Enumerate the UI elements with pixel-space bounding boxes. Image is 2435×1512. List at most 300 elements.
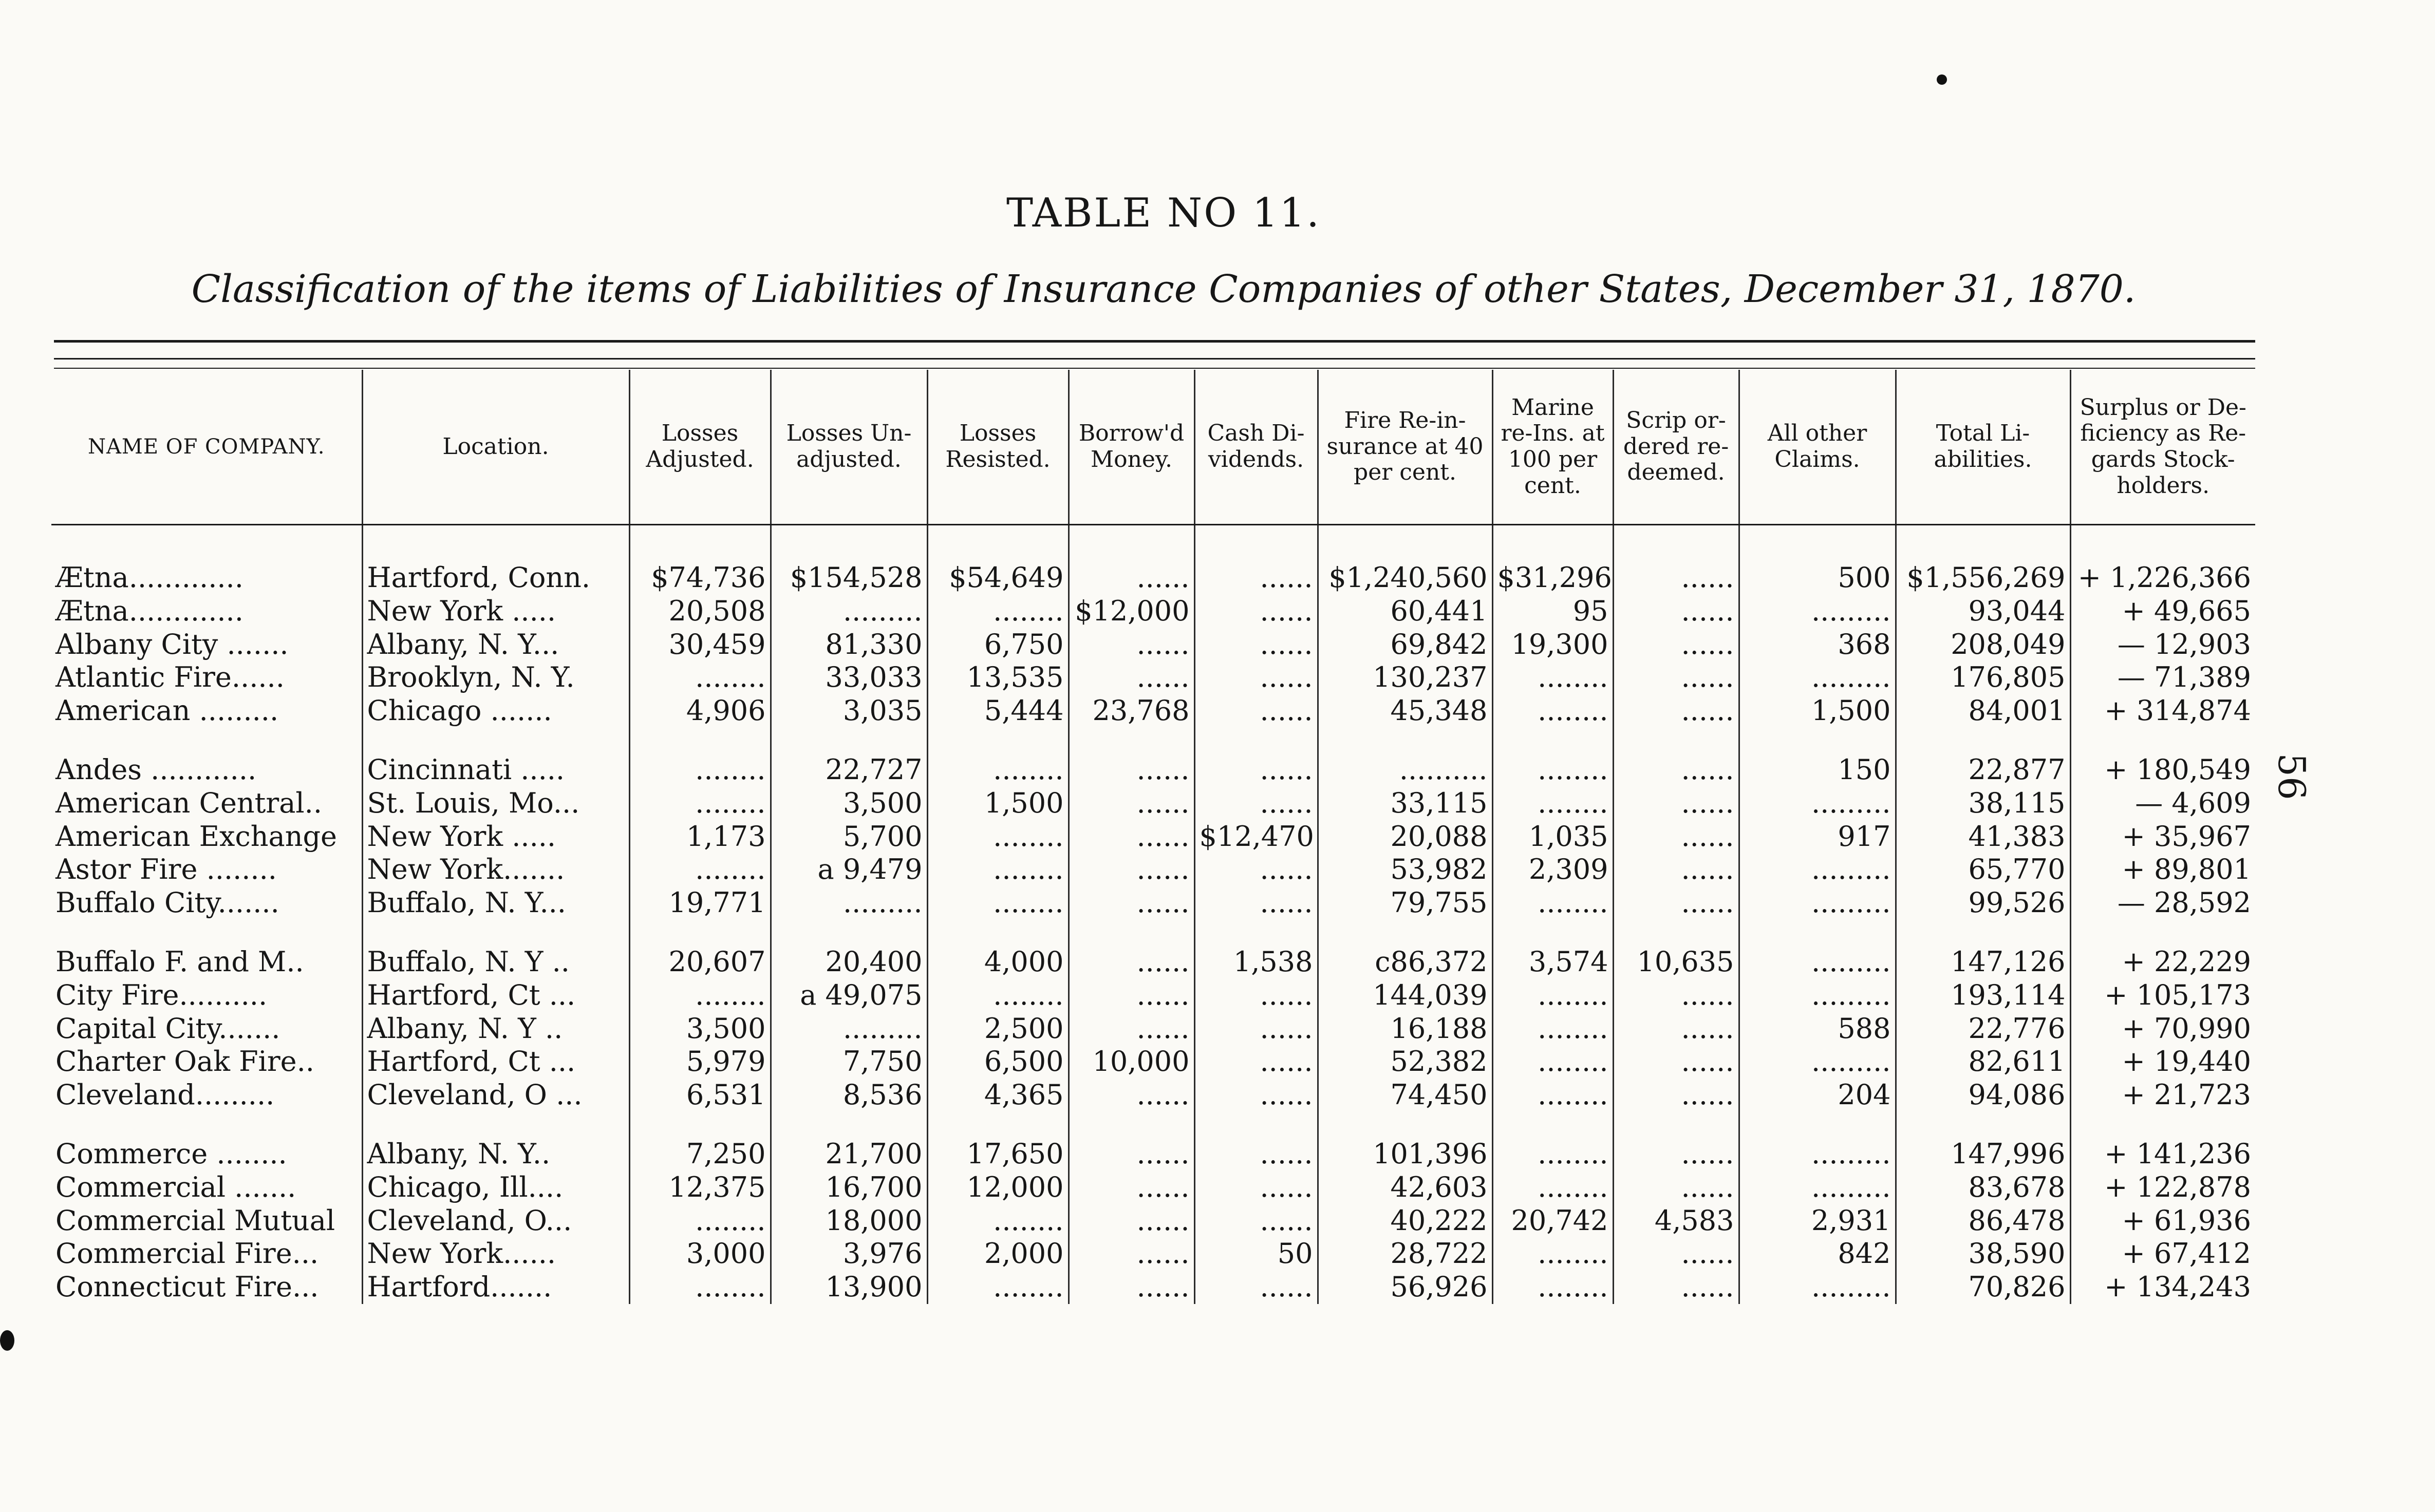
table-cell-resisted: 4,365 — [927, 1079, 1069, 1112]
table-cell-surplus: + 67,412 — [2070, 1237, 2255, 1271]
table-cell-other-claims: 150 — [1739, 728, 1896, 787]
table-cell-name: American Exchange — [55, 820, 338, 853]
table-cell-total: 41,383 — [1896, 820, 2070, 854]
table-row — [51, 525, 2255, 595]
table-cell-scrip: ...... — [1613, 1079, 1739, 1112]
table-cell-other-claims: ......... — [1739, 886, 1896, 920]
table-cell-total: 38,115 — [1896, 787, 2070, 820]
column-header-cash-dividends: Cash Di-vidends. — [1194, 370, 1318, 525]
table-cell-adjusted: $74,736 — [629, 525, 771, 595]
column-header-losses-resisted: Losses Resisted. — [927, 370, 1069, 525]
table-cell-fire-reins: c86,372 — [1318, 920, 1492, 979]
table-cell-adjusted: ........ — [629, 728, 771, 787]
table-cell-borrowed: 23,768 — [1069, 694, 1194, 728]
column-header-fire-reinsurance: Fire Re-in-surance at 40 per cent. — [1318, 370, 1492, 525]
table-cell-name: Commercial Fire... — [55, 1237, 319, 1270]
table-cell-location: Albany, N. Y... — [362, 628, 629, 662]
table-cell-other-claims: 500 — [1739, 525, 1896, 595]
table-cell-borrowed: ...... — [1069, 1079, 1194, 1112]
table-cell-marine-reins: 95 — [1492, 595, 1613, 628]
header-rule — [54, 358, 2255, 360]
table-cell-total: 94,086 — [1896, 1079, 2070, 1112]
table-cell-total: 65,770 — [1896, 853, 2070, 886]
table-cell-location: Cincinnati ..... — [362, 728, 629, 787]
table-cell-scrip: ...... — [1613, 1012, 1739, 1046]
table-cell-name: American Central.. — [55, 786, 322, 819]
table-cell-adjusted: ........ — [629, 979, 771, 1012]
table-cell-scrip: ...... — [1613, 979, 1739, 1012]
table-cell-adjusted: 3,000 — [629, 1237, 771, 1271]
table-cell-location: New York...... — [362, 1237, 629, 1271]
table-cell-scrip: ...... — [1613, 525, 1739, 595]
table-cell-adjusted: 5,979 — [629, 1045, 771, 1079]
column-header-name: NAME OF COMPANY. — [51, 370, 362, 525]
table-cell-marine-reins: 20,742 — [1492, 1204, 1613, 1238]
table-cell-dividends: ...... — [1194, 661, 1318, 694]
table-cell-fire-reins: 69,842 — [1318, 628, 1492, 662]
table-cell-unadjusted: 18,000 — [771, 1204, 927, 1238]
table-cell-scrip: ...... — [1613, 1237, 1739, 1271]
table-cell-borrowed: ...... — [1069, 661, 1194, 694]
table-cell-surplus: + 1,226,366 — [2070, 525, 2255, 595]
table-cell-location: New York ..... — [362, 595, 629, 628]
table-cell-borrowed: ...... — [1069, 787, 1194, 820]
table-cell-adjusted: 3,500 — [629, 1012, 771, 1046]
table-cell-other-claims: ......... — [1739, 787, 1896, 820]
table-row — [51, 886, 2255, 920]
table-cell-adjusted: 1,173 — [629, 820, 771, 854]
table-cell-borrowed: ...... — [1069, 525, 1194, 595]
table-cell-resisted: 6,500 — [927, 1045, 1069, 1079]
table-cell-marine-reins: 19,300 — [1492, 628, 1613, 662]
table-cell-fire-reins: 52,382 — [1318, 1045, 1492, 1079]
table-cell-dividends: ...... — [1194, 1079, 1318, 1112]
table-cell-marine-reins: ........ — [1492, 694, 1613, 728]
table-cell-surplus: — 71,389 — [2070, 661, 2255, 694]
table-cell-scrip: ...... — [1613, 853, 1739, 886]
table-cell-marine-reins: 1,035 — [1492, 820, 1613, 854]
table-cell-marine-reins: ........ — [1492, 886, 1613, 920]
table-cell-borrowed: $12,000 — [1069, 595, 1194, 628]
table-cell-name: American ......... — [55, 694, 279, 727]
table-cell-unadjusted: 3,500 — [771, 787, 927, 820]
table-cell-location: Chicago, Ill.... — [362, 1171, 629, 1204]
table-cell-adjusted: 4,906 — [629, 694, 771, 728]
table-cell-marine-reins: ........ — [1492, 1012, 1613, 1046]
table-cell-dividends: ...... — [1194, 1112, 1318, 1171]
column-header-other-claims: All other Claims. — [1739, 370, 1896, 525]
table-cell-surplus: + 22,229 — [2070, 920, 2255, 979]
column-header-total-liabilities: Total Li-abilities. — [1896, 370, 2070, 525]
table-cell-scrip: ...... — [1613, 1045, 1739, 1079]
table-cell-other-claims: ......... — [1739, 1171, 1896, 1204]
table-cell-marine-reins: ........ — [1492, 979, 1613, 1012]
table-cell-resisted: ........ — [927, 979, 1069, 1012]
table-cell-borrowed: ...... — [1069, 1271, 1194, 1304]
table-cell-location: Albany, N. Y .. — [362, 1012, 629, 1046]
table-row — [51, 694, 2255, 728]
table-cell-total: 70,826 — [1896, 1271, 2070, 1304]
table-cell-borrowed: ...... — [1069, 979, 1194, 1012]
table-cell-borrowed: 10,000 — [1069, 1045, 1194, 1079]
table-cell-marine-reins: ........ — [1492, 1237, 1613, 1271]
table-cell-surplus: + 49,665 — [2070, 595, 2255, 628]
table-cell-resisted: ........ — [927, 595, 1069, 628]
table-cell-name: Capital City....... — [55, 1012, 280, 1045]
table-cell-surplus: — 28,592 — [2070, 886, 2255, 920]
table-cell-other-claims: 2,931 — [1739, 1204, 1896, 1238]
table-row — [51, 661, 2255, 694]
table-cell-borrowed: ...... — [1069, 1112, 1194, 1171]
table-cell-adjusted: 30,459 — [629, 628, 771, 662]
table-cell-adjusted: 19,771 — [629, 886, 771, 920]
table-cell-other-claims: 1,500 — [1739, 694, 1896, 728]
table-row — [51, 728, 2255, 787]
table-row — [51, 1012, 2255, 1046]
table-cell-other-claims: 588 — [1739, 1012, 1896, 1046]
table-cell-marine-reins: 3,574 — [1492, 920, 1613, 979]
column-header-surplus-deficiency: Surplus or De-ficiency as Re-gards Stock-holders. — [2070, 370, 2255, 525]
column-header-losses-adjusted: Losses Adjusted. — [629, 370, 771, 525]
table-cell-borrowed: ...... — [1069, 1237, 1194, 1271]
table-cell-dividends: ...... — [1194, 787, 1318, 820]
table-cell-marine-reins: ........ — [1492, 1079, 1613, 1112]
table-cell-other-claims: ......... — [1739, 1112, 1896, 1171]
table-cell-resisted: 6,750 — [927, 628, 1069, 662]
table-cell-name: Buffalo City....... — [55, 886, 279, 919]
table-cell-borrowed: ...... — [1069, 628, 1194, 662]
table-cell-location: Chicago ....... — [362, 694, 629, 728]
table-cell-scrip: ...... — [1613, 628, 1739, 662]
table-cell-total: 38,590 — [1896, 1237, 2070, 1271]
table-cell-unadjusted: 5,700 — [771, 820, 927, 854]
table-cell-name: Charter Oak Fire.. — [55, 1045, 314, 1078]
table-cell-surplus: + 35,967 — [2070, 820, 2255, 854]
table-cell-resisted: 1,500 — [927, 787, 1069, 820]
table-cell-fire-reins: .......... — [1318, 728, 1492, 787]
table-cell-fire-reins: 130,237 — [1318, 661, 1492, 694]
table-cell-resisted: ........ — [927, 820, 1069, 854]
liabilities-table — [51, 370, 2255, 1304]
table-cell-borrowed: ...... — [1069, 1171, 1194, 1204]
table-cell-scrip: ...... — [1613, 694, 1739, 728]
table-cell-scrip: 4,583 — [1613, 1204, 1739, 1238]
table-cell-location: New York....... — [362, 853, 629, 886]
table-cell-total: 86,478 — [1896, 1204, 2070, 1238]
table-cell-surplus: + 180,549 — [2070, 728, 2255, 787]
table-cell-location: Albany, N. Y.. — [362, 1112, 629, 1171]
table-row — [51, 1204, 2255, 1238]
table-cell-resisted: 2,500 — [927, 1012, 1069, 1046]
table-cell-total: 22,776 — [1896, 1012, 2070, 1046]
table-cell-adjusted: 12,375 — [629, 1171, 771, 1204]
table-cell-location: Hartford....... — [362, 1271, 629, 1304]
table-cell-scrip: ...... — [1613, 1171, 1739, 1204]
table-subtitle: Classification of the items of Liabilities of Insurance Companies of other States, December 31, 1870. — [191, 267, 2136, 311]
table-row — [51, 979, 2255, 1012]
table-header-row — [51, 370, 2255, 525]
table-cell-name: Connecticut Fire... — [55, 1271, 319, 1303]
table-cell-unadjusted: 20,400 — [771, 920, 927, 979]
ink-spot — [1937, 74, 1947, 85]
table-cell-name: Cleveland......... — [55, 1079, 275, 1111]
table-cell-dividends: ...... — [1194, 1171, 1318, 1204]
table-cell-total: 82,611 — [1896, 1045, 2070, 1079]
table-cell-scrip: ...... — [1613, 661, 1739, 694]
table-cell-unadjusted: ......... — [771, 1012, 927, 1046]
table-cell-dividends: ...... — [1194, 1271, 1318, 1304]
table-row — [51, 1171, 2255, 1204]
table-cell-fire-reins: 101,396 — [1318, 1112, 1492, 1171]
table-cell-resisted: ........ — [927, 1271, 1069, 1304]
table-cell-other-claims: ......... — [1739, 1271, 1896, 1304]
table-cell-borrowed: ...... — [1069, 853, 1194, 886]
table-cell-other-claims: ......... — [1739, 979, 1896, 1012]
table-cell-surplus: — 4,609 — [2070, 787, 2255, 820]
table-cell-total: 147,996 — [1896, 1112, 2070, 1171]
table-cell-dividends: ...... — [1194, 728, 1318, 787]
table-cell-location: St. Louis, Mo... — [362, 787, 629, 820]
table-cell-name: City Fire.......... — [55, 978, 268, 1011]
table-title: TABLE NO 11. — [1006, 190, 1321, 236]
table-cell-unadjusted: ......... — [771, 595, 927, 628]
table-row — [51, 820, 2255, 854]
table-cell-scrip: ...... — [1613, 1112, 1739, 1171]
table-cell-fire-reins: 20,088 — [1318, 820, 1492, 854]
table-cell-adjusted: ........ — [629, 1271, 771, 1304]
page-number: 56 — [2270, 753, 2313, 800]
table-cell-unadjusted: 3,976 — [771, 1237, 927, 1271]
table-cell-dividends: ...... — [1194, 525, 1318, 595]
table-cell-dividends: 50 — [1194, 1237, 1318, 1271]
table-cell-scrip: ...... — [1613, 595, 1739, 628]
ink-spot — [0, 1330, 14, 1351]
table-cell-fire-reins: 16,188 — [1318, 1012, 1492, 1046]
table-cell-marine-reins: ........ — [1492, 787, 1613, 820]
table-cell-total: 176,805 — [1896, 661, 2070, 694]
table-cell-surplus: + 61,936 — [2070, 1204, 2255, 1238]
table-cell-name: Astor Fire ........ — [55, 853, 277, 886]
table-cell-dividends: ...... — [1194, 1045, 1318, 1079]
table-cell-resisted: 5,444 — [927, 694, 1069, 728]
table-row — [51, 628, 2255, 662]
table-cell-scrip: ...... — [1613, 820, 1739, 854]
table-cell-location: Hartford, Conn. — [362, 525, 629, 595]
table-cell-surplus: + 70,990 — [2070, 1012, 2255, 1046]
table-cell-scrip: ...... — [1613, 886, 1739, 920]
table-cell-total: 93,044 — [1896, 595, 2070, 628]
table-cell-name: Commercial Mutual — [55, 1204, 335, 1237]
table-cell-fire-reins: $1,240,560 — [1318, 525, 1492, 595]
table-cell-total: 22,877 — [1896, 728, 2070, 787]
column-header-scrip-redeemed: Scrip or-dered re-deemed. — [1613, 370, 1739, 525]
table-cell-marine-reins: ........ — [1492, 1171, 1613, 1204]
table-cell-name: Buffalo F. and M.. — [55, 945, 304, 978]
table-cell-unadjusted: 16,700 — [771, 1171, 927, 1204]
table-cell-adjusted: 7,250 — [629, 1112, 771, 1171]
table-cell-surplus: + 122,878 — [2070, 1171, 2255, 1204]
table-cell-adjusted: ........ — [629, 661, 771, 694]
table-cell-other-claims: ......... — [1739, 595, 1896, 628]
table-cell-unadjusted: ......... — [771, 886, 927, 920]
table-cell-unadjusted: a 49,075 — [771, 979, 927, 1012]
table-cell-other-claims: ......... — [1739, 1045, 1896, 1079]
table-cell-name: Albany City ....... — [55, 628, 289, 660]
table-cell-name: Ætna............. — [55, 594, 244, 627]
table-cell-total: 99,526 — [1896, 886, 2070, 920]
table-cell-unadjusted: 3,035 — [771, 694, 927, 728]
table-cell-marine-reins: $31,296 — [1492, 525, 1613, 595]
table-cell-unadjusted: 7,750 — [771, 1045, 927, 1079]
table-cell-unadjusted: 13,900 — [771, 1271, 927, 1304]
table-cell-other-claims: 204 — [1739, 1079, 1896, 1112]
table-cell-marine-reins: ........ — [1492, 1045, 1613, 1079]
table-cell-other-claims: ......... — [1739, 920, 1896, 979]
table-cell-resisted: 17,650 — [927, 1112, 1069, 1171]
table-cell-resisted: $54,649 — [927, 525, 1069, 595]
table-cell-other-claims: 368 — [1739, 628, 1896, 662]
table-cell-location: Brooklyn, N. Y. — [362, 661, 629, 694]
table-row — [51, 1237, 2255, 1271]
table-cell-dividends: ...... — [1194, 595, 1318, 628]
table-cell-location: Cleveland, O ... — [362, 1079, 629, 1112]
table-cell-fire-reins: 53,982 — [1318, 853, 1492, 886]
table-cell-fire-reins: 42,603 — [1318, 1171, 1492, 1204]
table-cell-dividends: ...... — [1194, 1012, 1318, 1046]
column-header-marine-reinsurance: Marine re-Ins. at 100 per cent. — [1492, 370, 1613, 525]
header-rule-thick — [54, 340, 2255, 343]
table-cell-fire-reins: 40,222 — [1318, 1204, 1492, 1238]
table-cell-location: New York ..... — [362, 820, 629, 854]
table-cell-total: 193,114 — [1896, 979, 2070, 1012]
table-cell-unadjusted: 8,536 — [771, 1079, 927, 1112]
table-cell-adjusted: 20,508 — [629, 595, 771, 628]
table-cell-resisted: ........ — [927, 728, 1069, 787]
table-cell-adjusted: ........ — [629, 787, 771, 820]
table-cell-surplus: + 21,723 — [2070, 1079, 2255, 1112]
table-cell-dividends: ...... — [1194, 628, 1318, 662]
table-cell-marine-reins: ........ — [1492, 661, 1613, 694]
table-cell-total: 83,678 — [1896, 1171, 2070, 1204]
table-cell-surplus: + 89,801 — [2070, 853, 2255, 886]
table-body — [51, 525, 2255, 1304]
table-cell-fire-reins: 33,115 — [1318, 787, 1492, 820]
table-cell-other-claims: 842 — [1739, 1237, 1896, 1271]
table-cell-fire-reins: 144,039 — [1318, 979, 1492, 1012]
table-cell-borrowed: ...... — [1069, 920, 1194, 979]
table-cell-dividends: $12,470 — [1194, 820, 1318, 854]
table-cell-surplus: + 19,440 — [2070, 1045, 2255, 1079]
table-cell-unadjusted: $154,528 — [771, 525, 927, 595]
table-cell-dividends: ...... — [1194, 886, 1318, 920]
table-cell-surplus: + 134,243 — [2070, 1271, 2255, 1304]
table-cell-scrip: ...... — [1613, 728, 1739, 787]
table-row — [51, 787, 2255, 820]
table-cell-adjusted: ........ — [629, 853, 771, 886]
table-cell-unadjusted: 21,700 — [771, 1112, 927, 1171]
table-cell-fire-reins: 28,722 — [1318, 1237, 1492, 1271]
table-cell-dividends: ...... — [1194, 1204, 1318, 1238]
table-cell-dividends: ...... — [1194, 979, 1318, 1012]
table-cell-borrowed: ...... — [1069, 728, 1194, 787]
table-cell-unadjusted: 22,727 — [771, 728, 927, 787]
table-cell-resisted: ........ — [927, 886, 1069, 920]
table-cell-other-claims: 917 — [1739, 820, 1896, 854]
table-cell-total: 84,001 — [1896, 694, 2070, 728]
table-cell-scrip: ...... — [1613, 787, 1739, 820]
table-row — [51, 920, 2255, 979]
table-cell-scrip: ...... — [1613, 1271, 1739, 1304]
table-cell-total: 208,049 — [1896, 628, 2070, 662]
table-cell-resisted: 4,000 — [927, 920, 1069, 979]
table-cell-resisted: 2,000 — [927, 1237, 1069, 1271]
table-cell-dividends: 1,538 — [1194, 920, 1318, 979]
table-cell-surplus: + 105,173 — [2070, 979, 2255, 1012]
table-cell-resisted: 12,000 — [927, 1171, 1069, 1204]
table-cell-marine-reins: 2,309 — [1492, 853, 1613, 886]
table-cell-unadjusted: a 9,479 — [771, 853, 927, 886]
table-cell-fire-reins: 60,441 — [1318, 595, 1492, 628]
table-cell-total: 147,126 — [1896, 920, 2070, 979]
table-cell-borrowed: ...... — [1069, 1012, 1194, 1046]
table-cell-surplus: + 141,236 — [2070, 1112, 2255, 1171]
table-cell-marine-reins: ........ — [1492, 728, 1613, 787]
table-cell-borrowed: ...... — [1069, 886, 1194, 920]
table-cell-fire-reins: 45,348 — [1318, 694, 1492, 728]
column-header-losses-unadjusted: Losses Un-adjusted. — [771, 370, 927, 525]
table-cell-resisted: 13,535 — [927, 661, 1069, 694]
table-cell-resisted: ........ — [927, 853, 1069, 886]
table-cell-surplus: — 12,903 — [2070, 628, 2255, 662]
table-cell-location: Buffalo, N. Y... — [362, 886, 629, 920]
table-cell-fire-reins: 79,755 — [1318, 886, 1492, 920]
table-cell-fire-reins: 74,450 — [1318, 1079, 1492, 1112]
column-header-borrowed-money: Borrow'd Money. — [1069, 370, 1194, 525]
table-cell-borrowed: ...... — [1069, 1204, 1194, 1238]
table-cell-marine-reins: ........ — [1492, 1271, 1613, 1304]
table-cell-other-claims: ......... — [1739, 661, 1896, 694]
column-header-location: Location. — [362, 370, 629, 525]
table-cell-marine-reins: ........ — [1492, 1112, 1613, 1171]
table-row — [51, 595, 2255, 628]
table-cell-name: Commercial ....... — [55, 1170, 296, 1203]
header-rule-thin — [54, 368, 2255, 369]
table-cell-adjusted: ........ — [629, 1204, 771, 1238]
table-cell-total: $1,556,269 — [1896, 525, 2070, 595]
table-cell-borrowed: ...... — [1069, 820, 1194, 854]
table-cell-name: Ætna............. — [55, 561, 244, 594]
table-row — [51, 1045, 2255, 1079]
table-cell-fire-reins: 56,926 — [1318, 1271, 1492, 1304]
table-cell-adjusted: 20,607 — [629, 920, 771, 979]
table-cell-name: Atlantic Fire...... — [55, 661, 285, 694]
table-cell-dividends: ...... — [1194, 694, 1318, 728]
table-cell-adjusted: 6,531 — [629, 1079, 771, 1112]
table-cell-location: Buffalo, N. Y .. — [362, 920, 629, 979]
table-cell-dividends: ...... — [1194, 853, 1318, 886]
table-row — [51, 1271, 2255, 1304]
table-row — [51, 1079, 2255, 1112]
table-row — [51, 853, 2255, 886]
table-cell-location: Hartford, Ct ... — [362, 1045, 629, 1079]
table-cell-scrip: 10,635 — [1613, 920, 1739, 979]
table-cell-other-claims: ......... — [1739, 853, 1896, 886]
table-row — [51, 1112, 2255, 1171]
table-cell-name: Andes ............ — [55, 753, 257, 786]
table-cell-location: Cleveland, O... — [362, 1204, 629, 1238]
table-cell-surplus: + 314,874 — [2070, 694, 2255, 728]
table-cell-location: Hartford, Ct ... — [362, 979, 629, 1012]
